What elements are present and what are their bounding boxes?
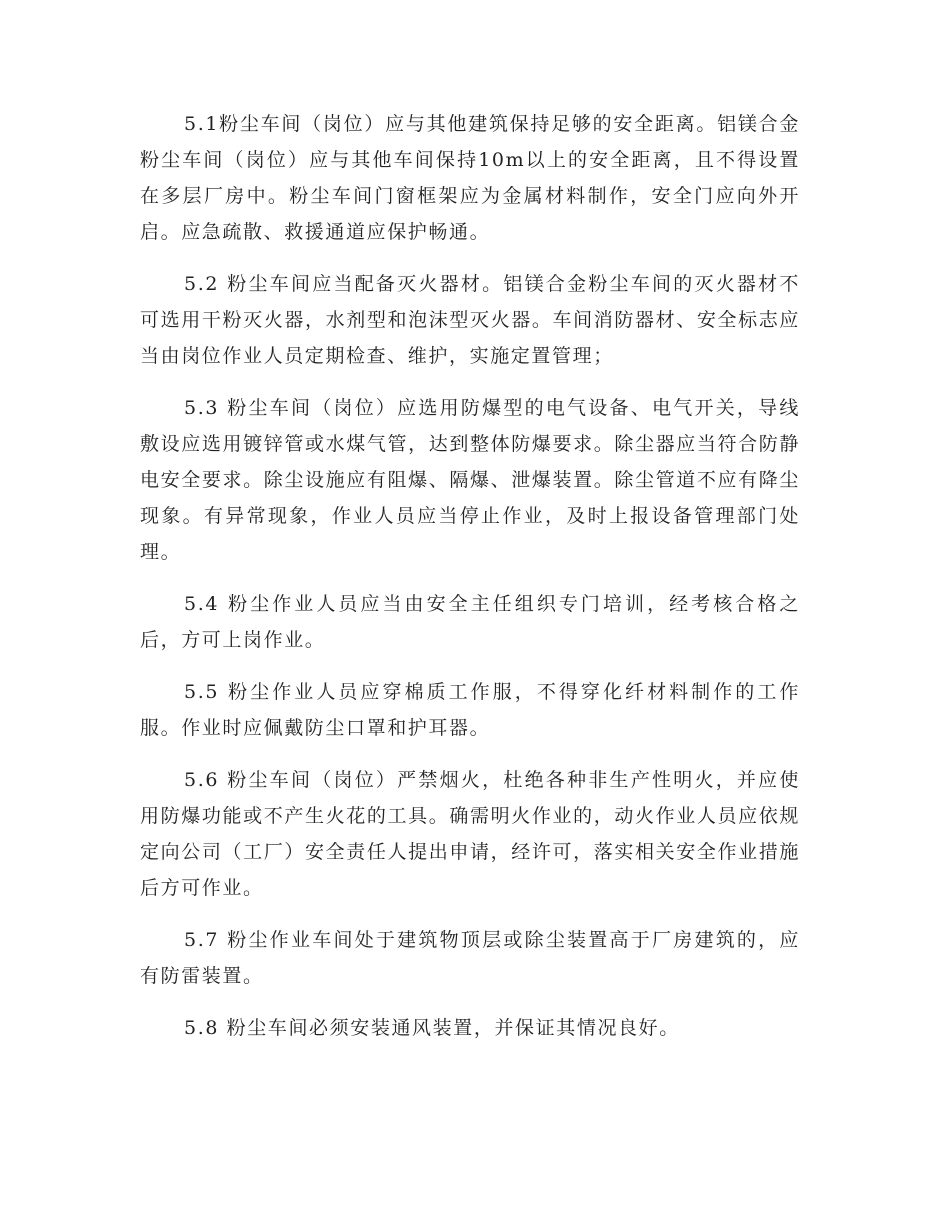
paragraph-5-8: 5.8 粉尘车间必须安装通风装置，并保证其情况良好。 <box>184 1017 680 1039</box>
paragraph-5-2: 5.2 粉尘车间应当配备灭火器材。铝镁合金粉尘车间的灭火器材不可选用干粉灭火器，水剂型和泡沫型灭火器。车间消防器材、安全标志应当由岗位作业人员定期检查、维护，实施定置管理； <box>140 273 800 367</box>
paragraph-5-4: 5.4 粉尘作业人员应当由安全主任组织专门培训，经考核合格之后，方可上岗作业。 <box>140 593 800 651</box>
paragraph-5-3: 5.3 粉尘车间（岗位）应选用防爆型的电气设备、电气开关，导线敷设应选用镀锌管或水煤气管，达到整体防爆要求。除尘器应当符合防静电安全要求。除尘设施应有阻爆、隔爆、泄爆装置。除尘管道不应有降尘现象。有异常现象，作业人员应当停止作业，及时上报设备管理部门处理。 <box>140 397 800 563</box>
paragraph-5-6: 5.6 粉尘车间（岗位）严禁烟火，杜绝各种非生产性明火，并应使用防爆功能或不产生火花的工具。确需明火作业的，动火作业人员应依规定向公司（工厂）安全责任人提出申请，经许可，落实相关安全作业措施后方可作业。 <box>140 769 800 899</box>
paragraph-5-5: 5.5 粉尘作业人员应穿棉质工作服，不得穿化纤材料制作的工作服。作业时应佩戴防尘口罩和护耳器。 <box>140 681 800 739</box>
paragraph-5-1: 5.1粉尘车间（岗位）应与其他建筑保持足够的安全距离。铝镁合金粉尘车间（岗位）应与其他车间保持10m以上的安全距离，且不得设置在多层厂房中。粉尘车间门窗框架应为金属材料制作，安全门应向外开启。应急疏散、救援通道应保护畅通。 <box>140 113 800 243</box>
paragraph-5-7: 5.7 粉尘作业车间处于建筑物顶层或除尘装置高于厂房建筑的，应有防雷装置。 <box>140 929 800 987</box>
